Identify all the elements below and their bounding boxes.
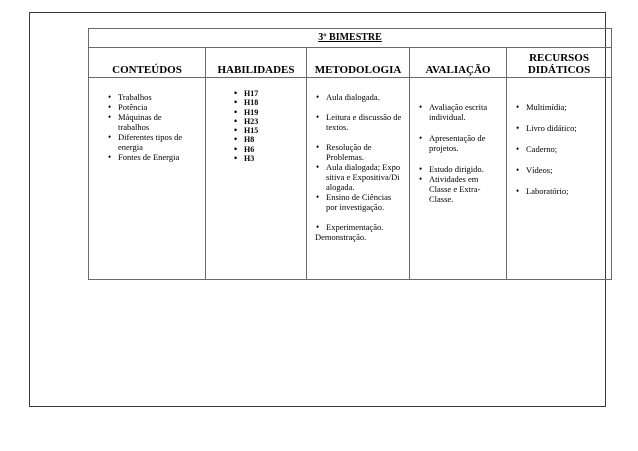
list-item: • Fontes de Energia	[107, 152, 197, 162]
list-item: • Aula dialogada.	[315, 92, 403, 102]
header-recursos-label	[528, 52, 590, 76]
avaliacao-cell	[410, 78, 507, 280]
header-recursos	[507, 48, 612, 78]
list-item: • H15	[233, 126, 302, 135]
list-item: • Resolução de Problemas.	[315, 142, 403, 162]
list-item: • Caderno;	[515, 144, 607, 154]
list-item: • Livro didático;	[515, 123, 607, 133]
recursos-cell	[507, 78, 612, 280]
header-habilidades	[206, 48, 307, 78]
title-cell	[89, 29, 612, 48]
list-item: • Trabalhos	[107, 92, 197, 102]
avaliacao-list	[418, 102, 502, 204]
header-habilidades-label: HABILIDADES	[217, 64, 295, 76]
header-avaliacao-label: AVALIAÇÃO	[425, 64, 491, 76]
list-item: • Ensino de Ciências por investigação.	[315, 192, 403, 212]
list-item: • H18	[233, 98, 302, 107]
header-conteudos-label: CONTEÚDOS	[112, 64, 182, 76]
header-recursos-line1: RECURSOS	[529, 52, 589, 64]
conteudos-list	[107, 92, 197, 162]
list-item: • Experimentação.	[315, 222, 403, 232]
list-item: • Atividades em Classe e Extra-Classe.	[418, 174, 502, 204]
metodologia-cell	[307, 78, 410, 280]
list-item: • H19	[233, 108, 302, 117]
list-item: • Leitura e discussão de textos.	[315, 112, 403, 132]
habilidades-cell	[206, 78, 307, 280]
list-item: • Apresentação de projetos.	[418, 133, 502, 153]
list-item: • Vídeos;	[515, 165, 607, 175]
page-frame	[29, 12, 606, 407]
lesson-plan-table	[88, 28, 612, 280]
metodologia-list	[315, 92, 403, 232]
list-item: • Aula dialogada; Expositiva e Expositiva/Dialogada.	[315, 162, 403, 192]
list-item: • Avaliação escrita individual.	[418, 102, 502, 122]
list-item: • H23	[233, 117, 302, 126]
list-item: • Multimídia;	[515, 102, 607, 112]
list-item: • Laboratório;	[515, 186, 607, 196]
header-metodologia-label: METODOLOGIA	[314, 64, 402, 76]
header-recursos-line2: DIDÁTICOS	[527, 64, 591, 76]
list-item: • Diferentes tipos de energia	[107, 132, 197, 152]
recursos-list	[515, 102, 607, 196]
list-item: • H17	[233, 89, 302, 98]
conteudos-cell	[89, 78, 206, 280]
list-item: • Estudo dirigido.	[418, 164, 502, 174]
header-conteudos	[89, 48, 206, 78]
habilidades-list	[233, 89, 302, 163]
list-item: • H8	[233, 135, 302, 144]
header-metodologia	[307, 48, 410, 78]
metodologia-trailing-text: Demonstração.	[315, 232, 367, 242]
list-item: • H6	[233, 145, 302, 154]
header-avaliacao	[410, 48, 507, 78]
list-item: • Potência	[107, 102, 197, 112]
list-item: • H3	[233, 154, 302, 163]
list-item: • Máquinas de trabalhos	[107, 112, 197, 132]
document-title: 3º BIMESTRE	[318, 32, 382, 43]
